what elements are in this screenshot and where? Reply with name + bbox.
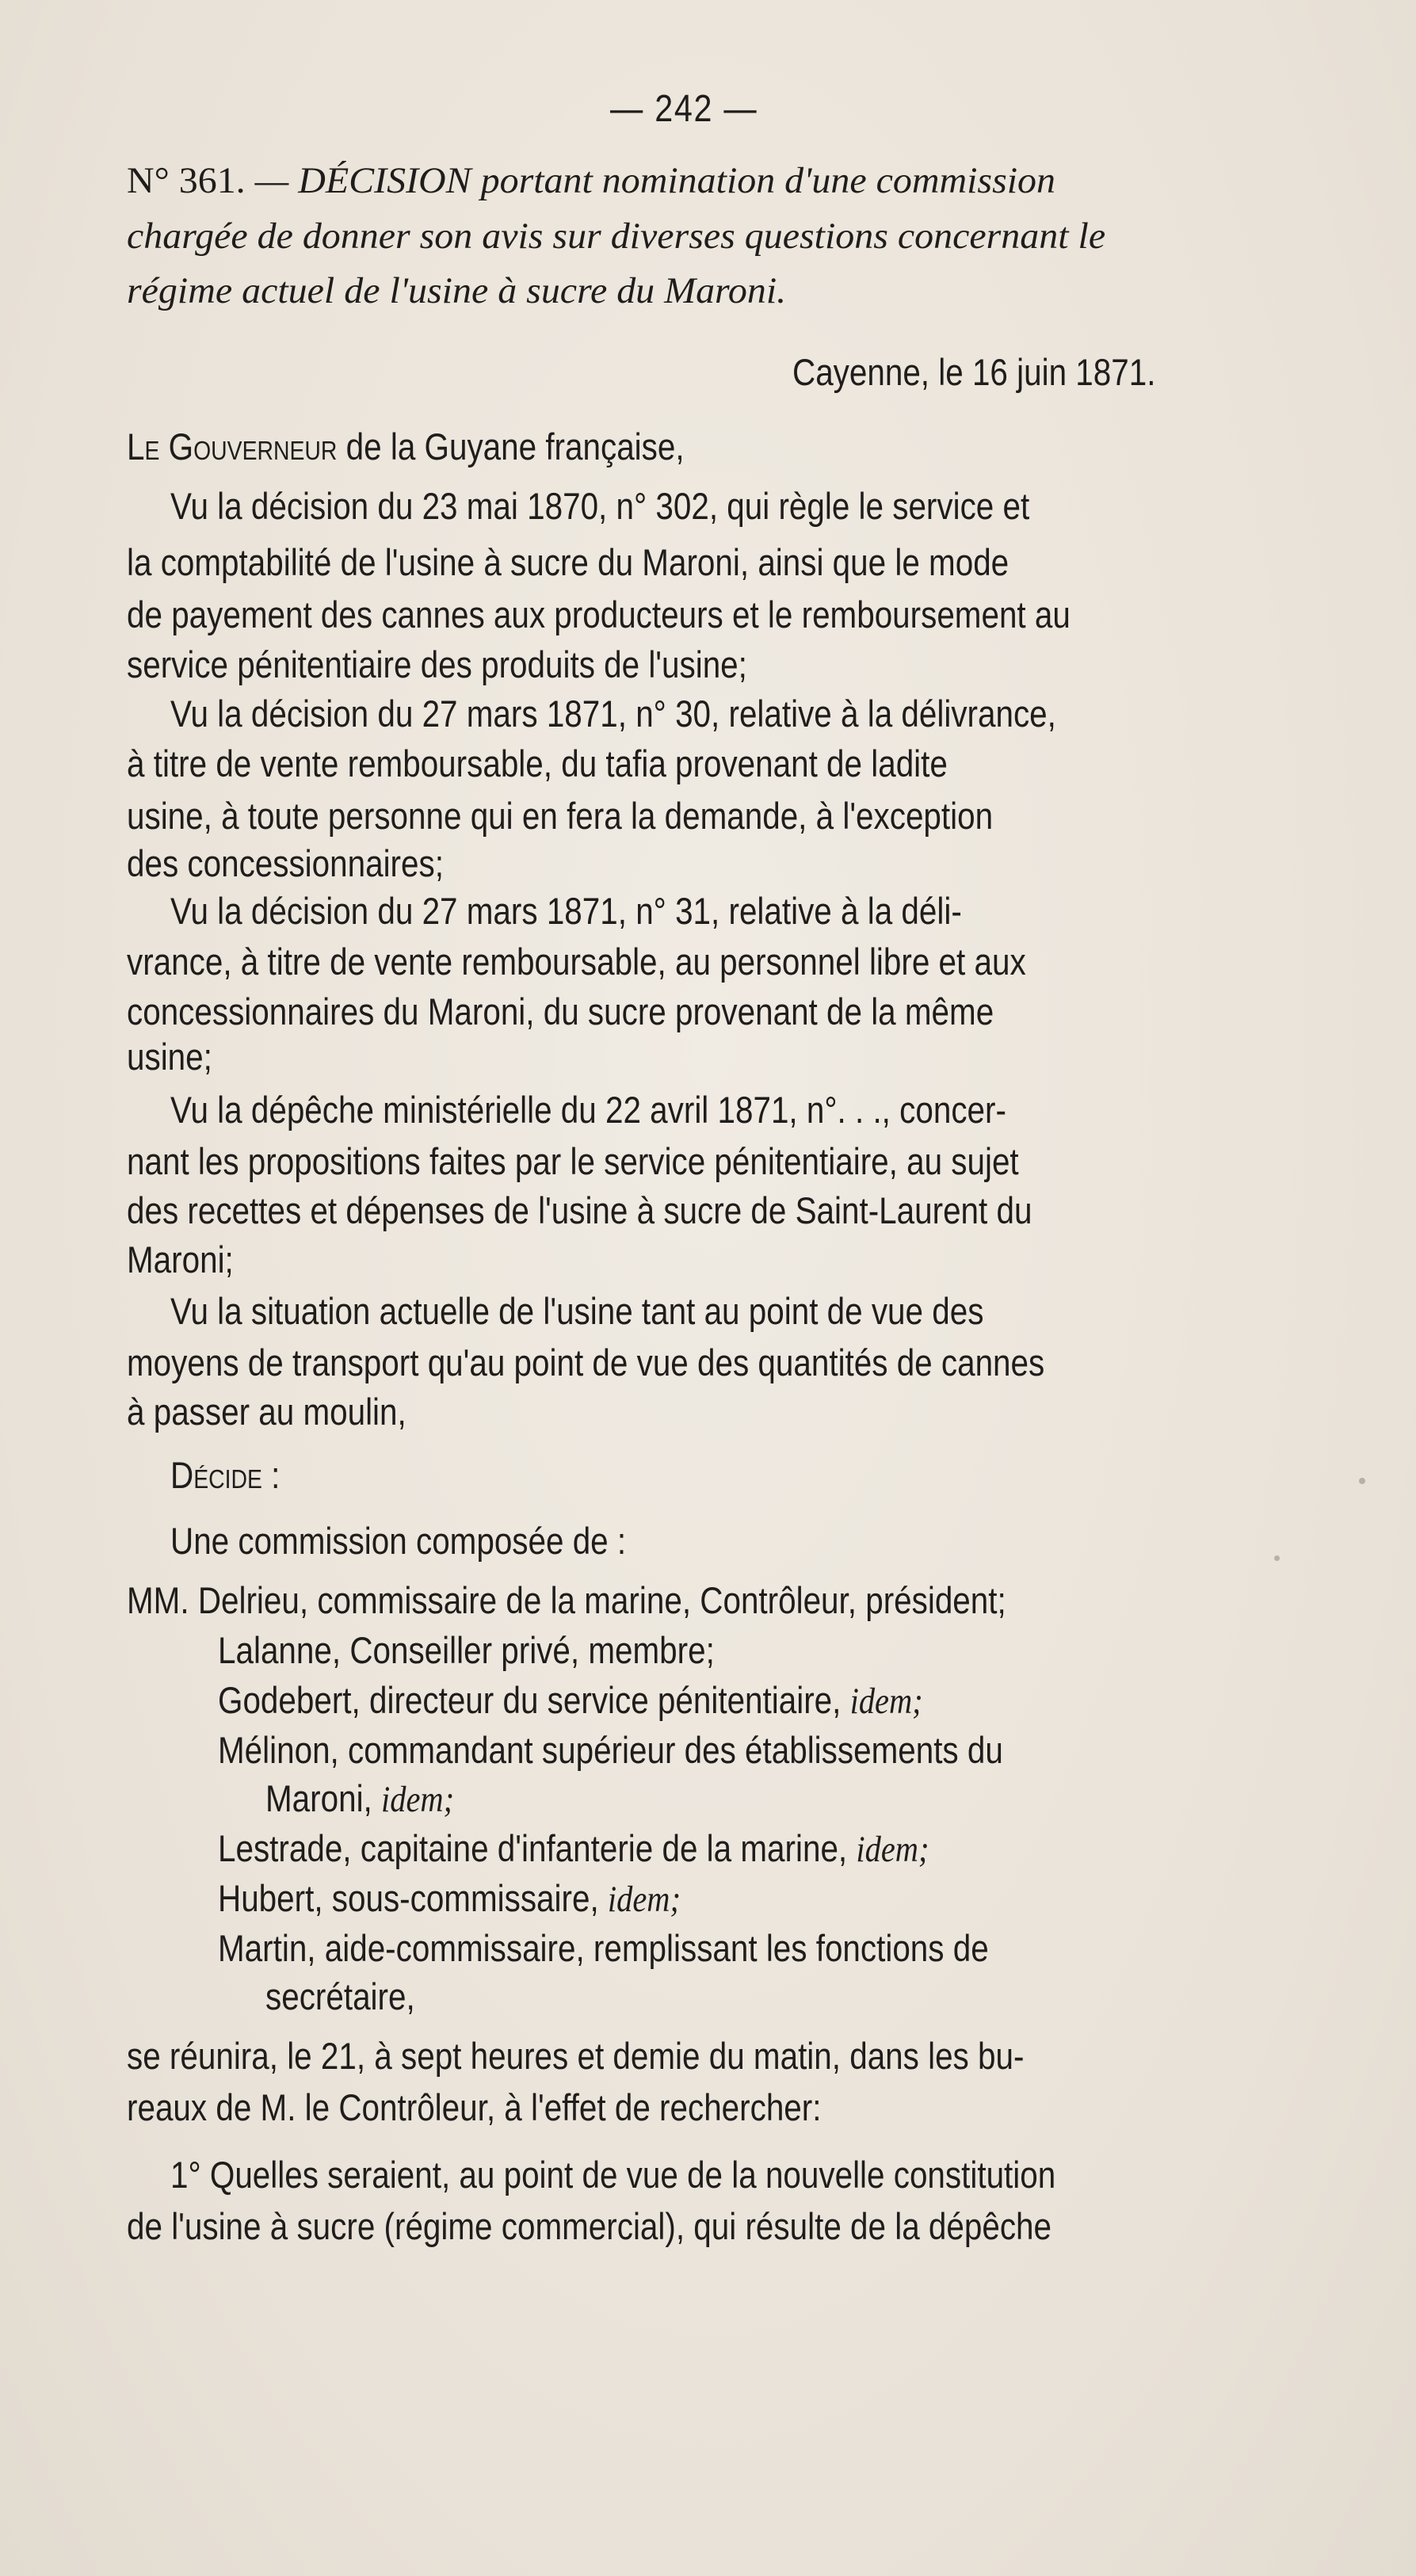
member-melinon-role: idem;	[381, 1779, 455, 1820]
member-godebert	[218, 1677, 923, 1725]
commission-intro: Une commission composée de :	[170, 1520, 627, 1562]
question-1-line-2: de l'usine à sucre (régime commercial), qui résulte de la dépêche	[127, 2205, 1052, 2247]
consideration-3-line-2: vrance, à titre de vente remboursable, au personnel libre et aux	[127, 941, 1026, 983]
page-number: — 242 —	[610, 88, 758, 130]
consideration-1-line-1: Vu la décision du 23 mai 1870, n° 302, qui règle le service et	[170, 485, 1030, 527]
consideration-1-line-4: service pénitentiaire des produits de l'usine;	[127, 643, 747, 685]
consideration-3-line-3: concessionnaires du Maroni, du sucre provenant de la même	[127, 990, 994, 1032]
decision-title-text-1: — DÉCISION portant nomination d'une commission	[254, 160, 1055, 201]
consideration-3-line-1: Vu la décision du 27 mars 1871, n° 31, relative à la déli-	[170, 890, 962, 932]
margin-speck	[1359, 1478, 1365, 1484]
question-1-line-1: 1° Quelles seraient, au point de vue de la nouvelle constitution	[170, 2154, 1056, 2196]
closing-line-1: se réunira, le 21, à sept heures et demie du matin, dans les bu-	[127, 2035, 1025, 2077]
decision-title-line-1	[127, 157, 1055, 204]
members-prefix: MM.	[127, 1579, 189, 1621]
member-delrieu-text: Delrieu, commissaire de la marine, Contrôleur, président;	[197, 1579, 1006, 1621]
member-lestrade-role: idem;	[856, 1829, 929, 1870]
consideration-5-line-2: moyens de transport qu'au point de vue des quantités de cannes	[127, 1341, 1045, 1383]
consideration-5-line-1: Vu la situation actuelle de l'usine tant au point de vue des	[170, 1290, 984, 1332]
consideration-2-line-1: Vu la décision du 27 mars 1871, n° 30, relative à la délivrance,	[170, 693, 1056, 735]
member-delrieu	[127, 1577, 1006, 1624]
decision-title-line-3: régime actuel de l'usine à sucre du Maroni.	[127, 270, 787, 311]
consideration-2-line-2: à titre de vente remboursable, du tafia provenant de ladite	[127, 742, 948, 784]
consideration-4-line-4: Maroni;	[127, 1238, 234, 1280]
member-martin-line-2: secrétaire,	[265, 1975, 415, 2017]
consideration-2-line-3: usine, à toute personne qui en fera la demande, à l'exception	[127, 795, 994, 837]
member-hubert-role: idem;	[607, 1879, 681, 1920]
decide-heading: Décide :	[170, 1454, 281, 1496]
member-hubert-text: Hubert, sous-commissaire,	[218, 1877, 599, 1919]
preamble-subject: Le Gouverneur	[127, 426, 338, 467]
member-lestrade	[218, 1825, 929, 1873]
consideration-2-line-4: des concessionnaires;	[127, 842, 444, 884]
member-melinon-text-2: Maroni,	[265, 1777, 372, 1819]
member-melinon-line-1: Mélinon, commandant supérieur des établissements du	[218, 1729, 1003, 1771]
closing-line-2: reaux de M. le Contrôleur, à l'effet de rechercher:	[127, 2086, 822, 2128]
decision-number: N° 361.	[127, 160, 246, 201]
preamble	[127, 423, 685, 471]
consideration-1-line-2: la comptabilité de l'usine à sucre du Maroni, ainsi que le mode	[127, 541, 1010, 583]
member-hubert	[218, 1875, 681, 1923]
member-martin-line-1: Martin, aide-commissaire, remplissant les fonctions de	[218, 1927, 989, 1969]
member-godebert-text: Godebert, directeur du service pénitentiaire,	[218, 1679, 842, 1721]
member-lestrade-text: Lestrade, capitaine d'infanterie de la marine,	[218, 1827, 848, 1869]
consideration-1-line-3: de payement des cannes aux producteurs et le remboursement au	[127, 593, 1071, 635]
consideration-4-line-3: des recettes et dépenses de l'usine à sucre de Saint-Laurent du	[127, 1189, 1032, 1231]
consideration-3-line-4: usine;	[127, 1036, 212, 1078]
consideration-4-line-2: nant les propositions faites par le service pénitentiaire, au sujet	[127, 1140, 1019, 1182]
member-lalanne: Lalanne, Conseiller privé, membre;	[218, 1629, 715, 1671]
member-godebert-role: idem;	[849, 1681, 923, 1722]
margin-speck	[1274, 1555, 1280, 1561]
consideration-5-line-3: à passer au moulin,	[127, 1391, 406, 1433]
preamble-rest: de la Guyane française,	[345, 426, 685, 467]
member-melinon-line-2	[265, 1775, 454, 1823]
dateline: Cayenne, le 16 juin 1871.	[792, 351, 1156, 393]
consideration-4-line-1: Vu la dépêche ministérielle du 22 avril 1871, n°. . ., concer-	[170, 1089, 1006, 1131]
decision-title-line-2: chargée de donner son avis sur diverses questions concernant le	[127, 216, 1106, 257]
